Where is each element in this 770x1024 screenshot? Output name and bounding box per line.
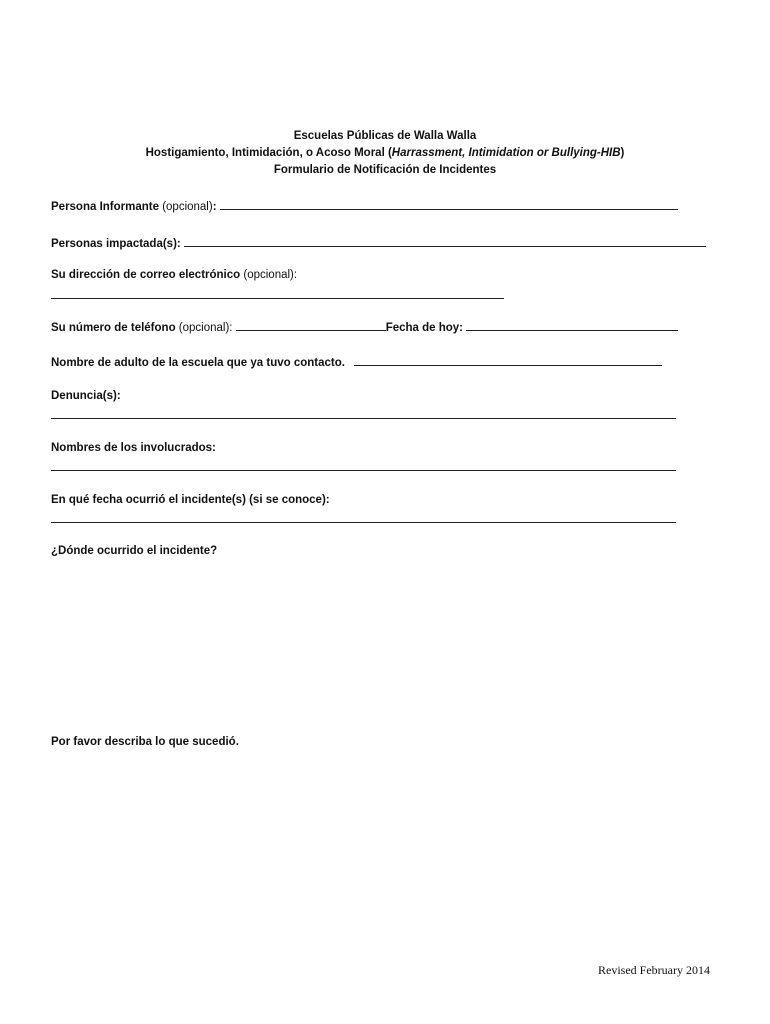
email-optional: (opcional): (240, 269, 298, 281)
email-row (51, 267, 297, 283)
phone-field[interactable] (236, 319, 386, 331)
email-field[interactable] (51, 298, 504, 299)
reporter-label: Persona Informante (51, 201, 159, 213)
subtitle-close-paren: ) (620, 147, 625, 159)
adult-row (51, 354, 662, 371)
involved-row (51, 440, 216, 456)
subtitle-english: Harrassment, Intimidation or Bullying-HIB (391, 147, 621, 159)
date-field[interactable] (466, 319, 678, 331)
complaint-field[interactable] (51, 418, 676, 419)
adult-field[interactable] (354, 354, 662, 366)
impacted-row (51, 235, 706, 252)
date-label: Fecha de hoy: (385, 322, 464, 334)
reporter-colon: : (212, 201, 217, 213)
email-label: Su dirección de correo electrónico (51, 269, 241, 281)
describe-row (51, 734, 239, 750)
revision-note: Revised February 2014 (598, 963, 710, 977)
reporter-optional: (opcional) (159, 201, 213, 213)
reporter-field[interactable] (220, 198, 678, 210)
involved-field[interactable] (51, 470, 676, 471)
phone-optional: (opcional): (175, 322, 233, 334)
where-label: ¿Dónde ocurrido el incidente? (51, 545, 218, 557)
district-title (0, 128, 770, 144)
form-title-text: Formulario de Notificación de Incidentes (273, 164, 497, 176)
district-name: Escuelas Públicas de Walla Walla (293, 130, 477, 142)
phone-label: Su número de teléfono (51, 322, 176, 334)
reporter-row (51, 198, 678, 215)
impacted-field[interactable] (184, 235, 706, 247)
phone-date-row (51, 319, 678, 336)
when-row (51, 492, 330, 508)
where-row (51, 543, 217, 559)
describe-label: Por favor describa lo que sucedió. (51, 736, 239, 748)
when-field[interactable] (51, 522, 676, 523)
when-label: En qué fecha ocurrió el incidente(s) (si se conoce): (51, 494, 330, 506)
involved-label: Nombres de los involucrados: (51, 442, 216, 454)
form-title (0, 162, 770, 178)
adult-label: Nombre de adulto de la escuela que ya tuvo contacto. (51, 357, 345, 369)
form-subtitle (0, 145, 770, 161)
complaint-row (51, 388, 121, 404)
impacted-label: Personas impactada(s): (51, 238, 181, 250)
subtitle-spanish: Hostigamiento, Intimidación, o Acoso Moral ( (145, 147, 392, 159)
complaint-label: Denuncia(s): (51, 390, 121, 402)
